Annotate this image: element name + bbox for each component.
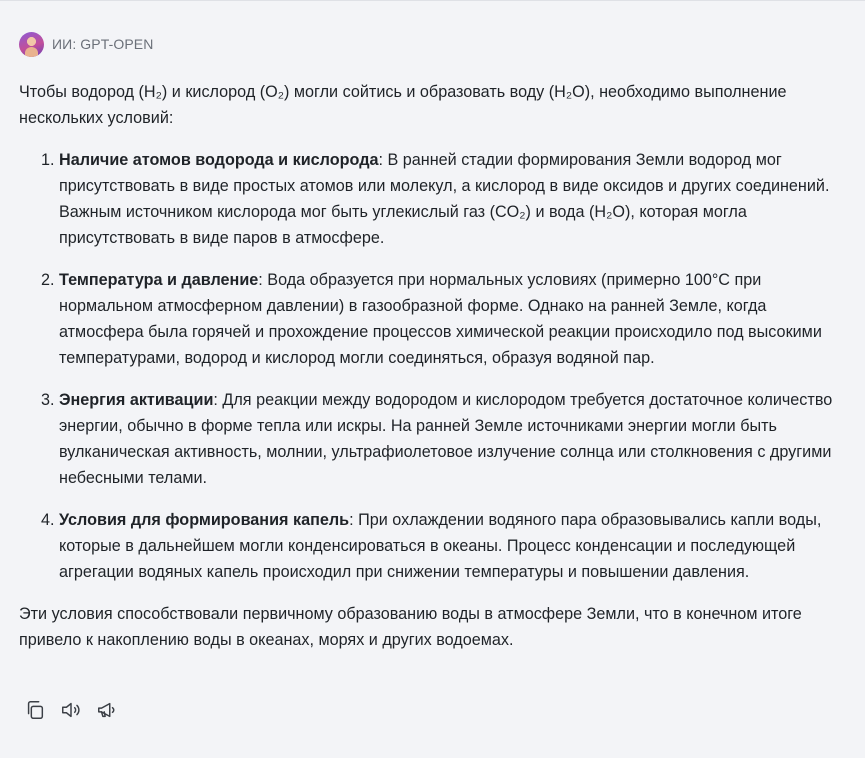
list-item <box>41 267 844 371</box>
list-item-text: : При охлаждении водяного пара образовывались капли воды, которые в дальнейшем могли конденсироваться в океаны. Процесс конденсации и последующей агрегации водяных капель происходил при снижении температуры и повышении давления. <box>59 511 822 581</box>
outro-paragraph: Эти условия способствовали первичному образованию воды в атмосфере Земли, что в конечном итоге привело к накоплению воды в океанах, морях и других водоемах. <box>19 605 802 649</box>
intro-paragraph: Чтобы водород (H₂) и кислород (O₂) могли сойтись и образовать воду (H₂O), необходимо выполнение нескольких условий: <box>19 83 787 127</box>
list-item-title: Энергия активации <box>59 391 214 409</box>
share-button[interactable] <box>96 699 118 721</box>
author-label: ИИ: GPT-OPEN <box>52 36 154 52</box>
list-number: 1. <box>41 151 55 169</box>
list-item-text: : В ранней стадии формирования Земли водород мог присутствовать в виде простых атомов или молекул, а кислород в виде оксидов и других соединений. Важным источником кислорода мог быть углекислый газ (CO₂) и вода (H₂O), которая могла присутствовать в виде паров в атмосфере. <box>59 151 830 247</box>
list-item <box>41 147 844 251</box>
copy-icon <box>24 699 46 721</box>
list-item-title: Условия для формирования капель <box>59 511 350 529</box>
read-aloud-button[interactable] <box>60 699 82 721</box>
message-body <box>19 79 844 653</box>
list-number: 2. <box>41 271 55 289</box>
list-item-text: : Вода образуется при нормальных условиях (примерно 100°C при нормальном атмосферном давлении) в газообразной форме. Однако на ранней Земле, когда атмосфера была горячей и прохождение процессов химической реакции происходило под высокими температурами, водород и кислород могли соединяться, образуя водяной пар. <box>59 271 822 367</box>
list-item-title: Температура и давление <box>59 271 259 289</box>
list-item <box>41 387 844 491</box>
message-actions <box>24 699 118 721</box>
message-header <box>19 31 153 57</box>
list-item <box>41 507 844 585</box>
conditions-list <box>19 147 844 585</box>
top-divider <box>0 0 865 1</box>
list-number: 3. <box>41 391 55 409</box>
copy-button[interactable] <box>24 699 46 721</box>
speaker-icon <box>60 699 82 721</box>
list-number: 4. <box>41 511 55 529</box>
list-item-text: : Для реакции между водородом и кислородом требуется достаточное количество энергии, обычно в форме тепла или искры. На ранней Земле источниками энергии могли быть вулканическая активность, молнии, ультрафиолетовое излучение солнца или столкновения с другими небесными телами. <box>59 391 833 487</box>
megaphone-icon <box>96 699 118 721</box>
list-item-title: Наличие атомов водорода и кислорода <box>59 151 379 169</box>
avatar <box>19 32 44 57</box>
